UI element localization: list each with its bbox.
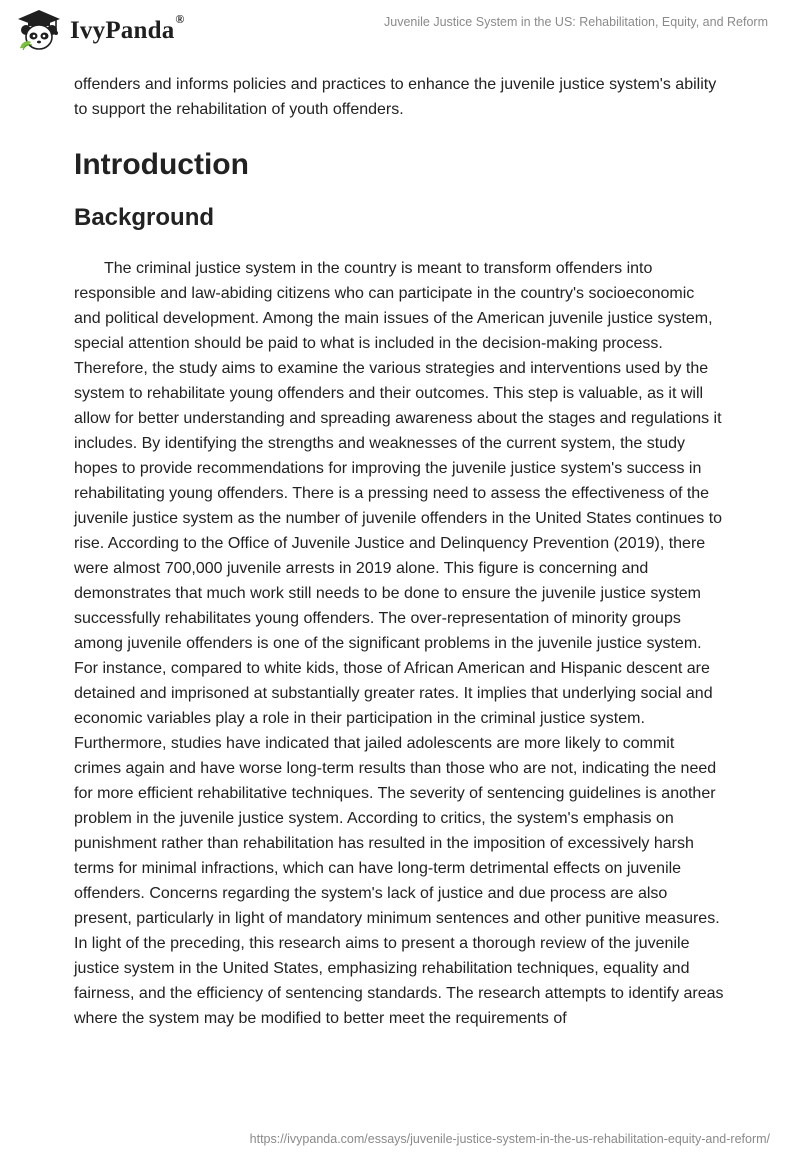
subsection-heading-background: Background xyxy=(74,204,215,231)
source-url[interactable]: https://ivypanda.com/essays/juvenile-justice-system-in-the-us-rehabilitation-equity-and-reform/ xyxy=(249,1132,770,1146)
section-heading-introduction: Introduction xyxy=(74,148,249,181)
document-title: Juvenile Justice System in the US: Rehabilitation, Equity, and Reform xyxy=(384,15,768,29)
brand-name: IvyPanda® xyxy=(70,11,185,44)
essay-content xyxy=(74,72,724,1031)
panda-graduate-icon xyxy=(14,8,64,54)
ivypanda-logo[interactable] xyxy=(14,8,185,54)
lead-paragraph: offenders and informs policies and practices to enhance the juvenile justice system's ability to support the rehabilitation of youth offenders. xyxy=(74,76,717,118)
registered-mark: ® xyxy=(175,11,185,26)
page-header xyxy=(0,0,800,60)
body-paragraph: The criminal justice system in the country is meant to transform offenders into responsible and law-abiding citizens who can participate in the country's socioeconomic and political development. Among the main issues of the American juvenile justice system, special attention should be paid to what is included in the decision-making process. Therefore, the study aims to examine the various strategies and interventions used by the system to rehabilitate young offenders and their outcomes. This step is valuable, as it will allow for better understanding and spreading awareness about the stages and regulations it includes. By identifying the strengths and weaknesses of the current system, the study hopes to provide recommendations for improving the juvenile justice system's success in rehabilitating young offenders. There is a pressing need to assess the effectiveness of the juvenile justice system as the number of juvenile offenders in the United States continues to rise. According to the Office of Juvenile Justice and Delinquency Prevention (2019), there were almost 700,000 juvenile arrests in 2019 alone. This figure is concerning and demonstrates that much work still needs to be done to ensure the juvenile justice system successfully rehabilitates young offenders. The over-representation of minority groups among juvenile offenders is one of the significant problems in the juvenile justice system. For instance, compared to white kids, those of African American and Hispanic descent are detained and imprisoned at substantially greater rates. It implies that underlying social and economic variables play a role in their participation in the criminal justice system. Furthermore, studies have indicated that jailed adolescents are more likely to commit crimes again and have worse long-term results than those who are not, indicating the need for more efficient rehabilitative techniques. The severity of sentencing guidelines is another problem in the juvenile justice system. According to critics, the system's emphasis on punishment rather than rehabilitation has resulted in the imposition of excessively harsh terms for minimal infractions, which can have long-term detrimental effects on juvenile offenders. Concerns regarding the system's lack of justice and due process are also present, particularly in light of mandatory minimum sentences and other punitive measures. In light of the preceding, this research aims to present a thorough review of the juvenile justice system in the United States, emphasizing rehabilitation techniques, equality and fairness, and the efficiency of sentencing standards. The research attempts to identify areas where the system may be modified to better meet the requirements of xyxy=(74,260,724,1027)
